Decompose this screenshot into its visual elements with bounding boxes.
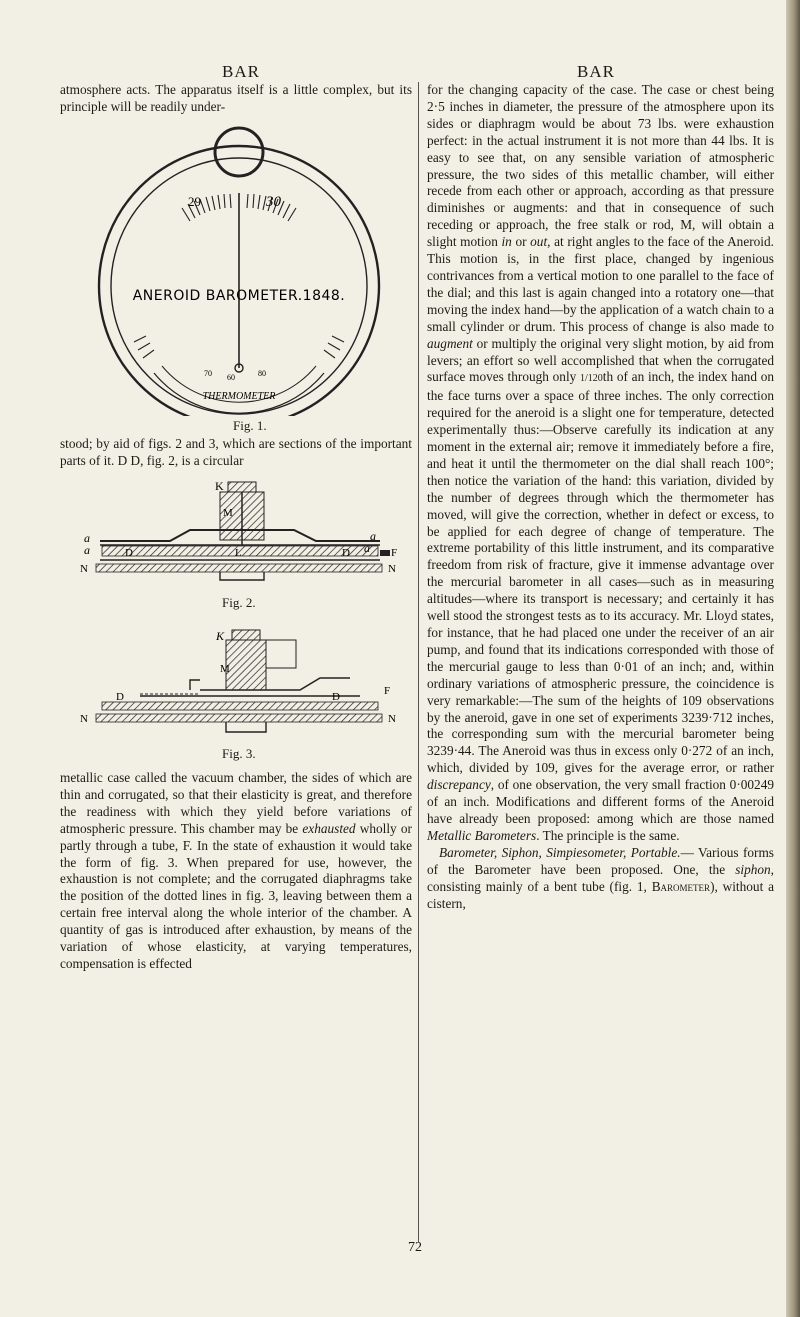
dial-label-29: 29: [188, 194, 201, 209]
svg-text:N: N: [80, 713, 88, 725]
figure-2-section: [80, 470, 400, 590]
paragraph: metallic case called the vacuum chamber, the sides of which are thin and corrugated, so that their elasticity is great, and therefore the readiness with which they yield before variations of atmospheric pressure. This chamber may be exhausted wholly or partly through a tube, F. In the state of exhaustion it would take the form of fig. 3. When prepared for use, however, the exhaustion is not complete; and the corrugated diaphragms take the position of the dotted lines in fig. 3, leaving between them a certain free interval along the whole interior of the chamber. A quantity of gas is introduced after exhaustion, by means of the variation of whose elasticity, at varying temperatures, compensation is effected: [60, 770, 412, 971]
svg-text:D: D: [332, 691, 340, 703]
base-plate: [96, 564, 382, 572]
suspension-ring: [215, 128, 263, 176]
thermometer-arc-label: THERMOMETER: [202, 391, 276, 402]
svg-text:K: K: [216, 629, 225, 643]
left-column-mid: [60, 436, 412, 470]
paragraph: stood; by aid of figs. 2 and 3, which are sections of the important parts of it. D D, fig. 2, is a circular: [60, 436, 412, 468]
svg-text:N: N: [388, 713, 396, 725]
paragraph: Barometer, Siphon, Simpiesometer, Portable.— Various forms of the Barometer have been proposed. One, the siphon, consisting mainly of a bent tube (fig. 1, Barometer), without a cistern,: [427, 844, 774, 911]
svg-text:60: 60: [227, 373, 235, 382]
figure-1-caption: Fig. 1.: [233, 418, 267, 433]
svg-text:F: F: [391, 547, 398, 559]
svg-text:a: a: [364, 541, 370, 555]
svg-text:80: 80: [258, 369, 266, 378]
column-rule: [418, 82, 419, 1242]
svg-text:N: N: [388, 563, 396, 575]
page-edge: [786, 0, 800, 1317]
page-number: 72: [408, 1240, 422, 1255]
figure-3-section: [80, 622, 400, 742]
left-column-body: [60, 770, 412, 973]
svg-text:K: K: [215, 479, 224, 493]
paragraph: for the changing capacity of the case. The case or chest being 2·5 inches in diameter, the pressure of the atmosphere upon its sides or diaphragm would be about 73 lbs. were exhaustion perfect: in the actual instrument it is not more than 44 lbs. It is easy to see that, on any sensible variation of atmospheric pressure, the two sides of this metallic chamber, will either recede from each other or approach, according as that pressure diminishes or augments: and that in consequence of such receding or approach, the free stalk or rod, M, will obtain a slight motion in or out, at right angles to the face of the Aneroid. This motion is, in the first place, changed by ingenious contrivances from a vertical motion to one parallel to the face of the dial; and this last is again changed into a rotatory one—that moving the index hand—by the application of a watch chain to a small cylinder or drum. This process of change is also made to augment or multiply the original very slight motion, by aid from levers; an effort so well accomplished that when the corrugated surface moves through only 1/120th of an inch, the index hand on the face turns over a space of three inches. The only correction required for the aneroid is a slight one for temperature, detected experimentally thus:—Observe carefully its indication at any moment in the external air; remove it immediately before a fire, and heat it until the thermometer on the dial shall reach 100°; then notice the variation of the hand: this variation, divided by the number of degrees through which the thermometer has moved, will give the correction, whether in defect or excess, to be applied for each degree of change of temperature. The extreme portability of this little instrument, and its comparative freedom from risk of fracture, give it immense advantage over the mercurial barometer in all cases—such as in measuring altitudes—where its transport is necessary; and certainly it has well stood the strongest tests as to its accuracy. Mr. Lloyd states, for instance, that he had placed one under the receiver of an air pump, and found that its indications corresponded with those of the mercurial gauge to less than 0·01 of an inch; and, within ordinary variations of atmospheric pressure, the coincidence is very remarkable:—The sum of the heights of 109 observations by the aneroid, gave in one set of experiments 3239·712 inches, the corresponding sum with the mercurial barometer being 3239·44. The Aneroid was thus in excess only 0·272 of an inch, which, divided by 109, gives for the average error, or rather discrepancy, of one observation, the very small fraction 0·00249 of an inch. Modifications and different forms of the Aneroid have already been proposed: among which are those named Metallic Barometers. The principle is the same.: [427, 82, 774, 843]
svg-text:N: N: [80, 563, 88, 575]
figure-3-caption: Fig. 3.: [222, 746, 256, 761]
svg-text:M: M: [223, 507, 233, 519]
svg-text:L: L: [235, 547, 242, 559]
paragraph: atmosphere acts. The apparatus itself is a little complex, but its principle will be readily under-: [60, 82, 412, 114]
svg-text:M: M: [220, 663, 230, 675]
left-column-intro: [60, 82, 412, 116]
svg-text:a: a: [370, 529, 376, 543]
right-column: [427, 82, 774, 912]
svg-text:a: a: [84, 543, 90, 557]
svg-text:D: D: [125, 547, 133, 559]
figure-1-aneroid-dial: [82, 118, 397, 416]
svg-text:D: D: [116, 691, 124, 703]
running-head-left: BAR: [222, 62, 260, 81]
dial-label-30: 30: [266, 194, 281, 210]
svg-text:70: 70: [204, 369, 212, 378]
svg-text:D: D: [342, 547, 350, 559]
svg-text:a: a: [84, 531, 90, 545]
dial-inscription: ANEROID BAROMETER.1848.: [132, 288, 346, 304]
running-head-right: BAR: [577, 62, 615, 81]
figure-2-caption: Fig. 2.: [222, 595, 256, 610]
svg-text:F: F: [384, 685, 391, 697]
